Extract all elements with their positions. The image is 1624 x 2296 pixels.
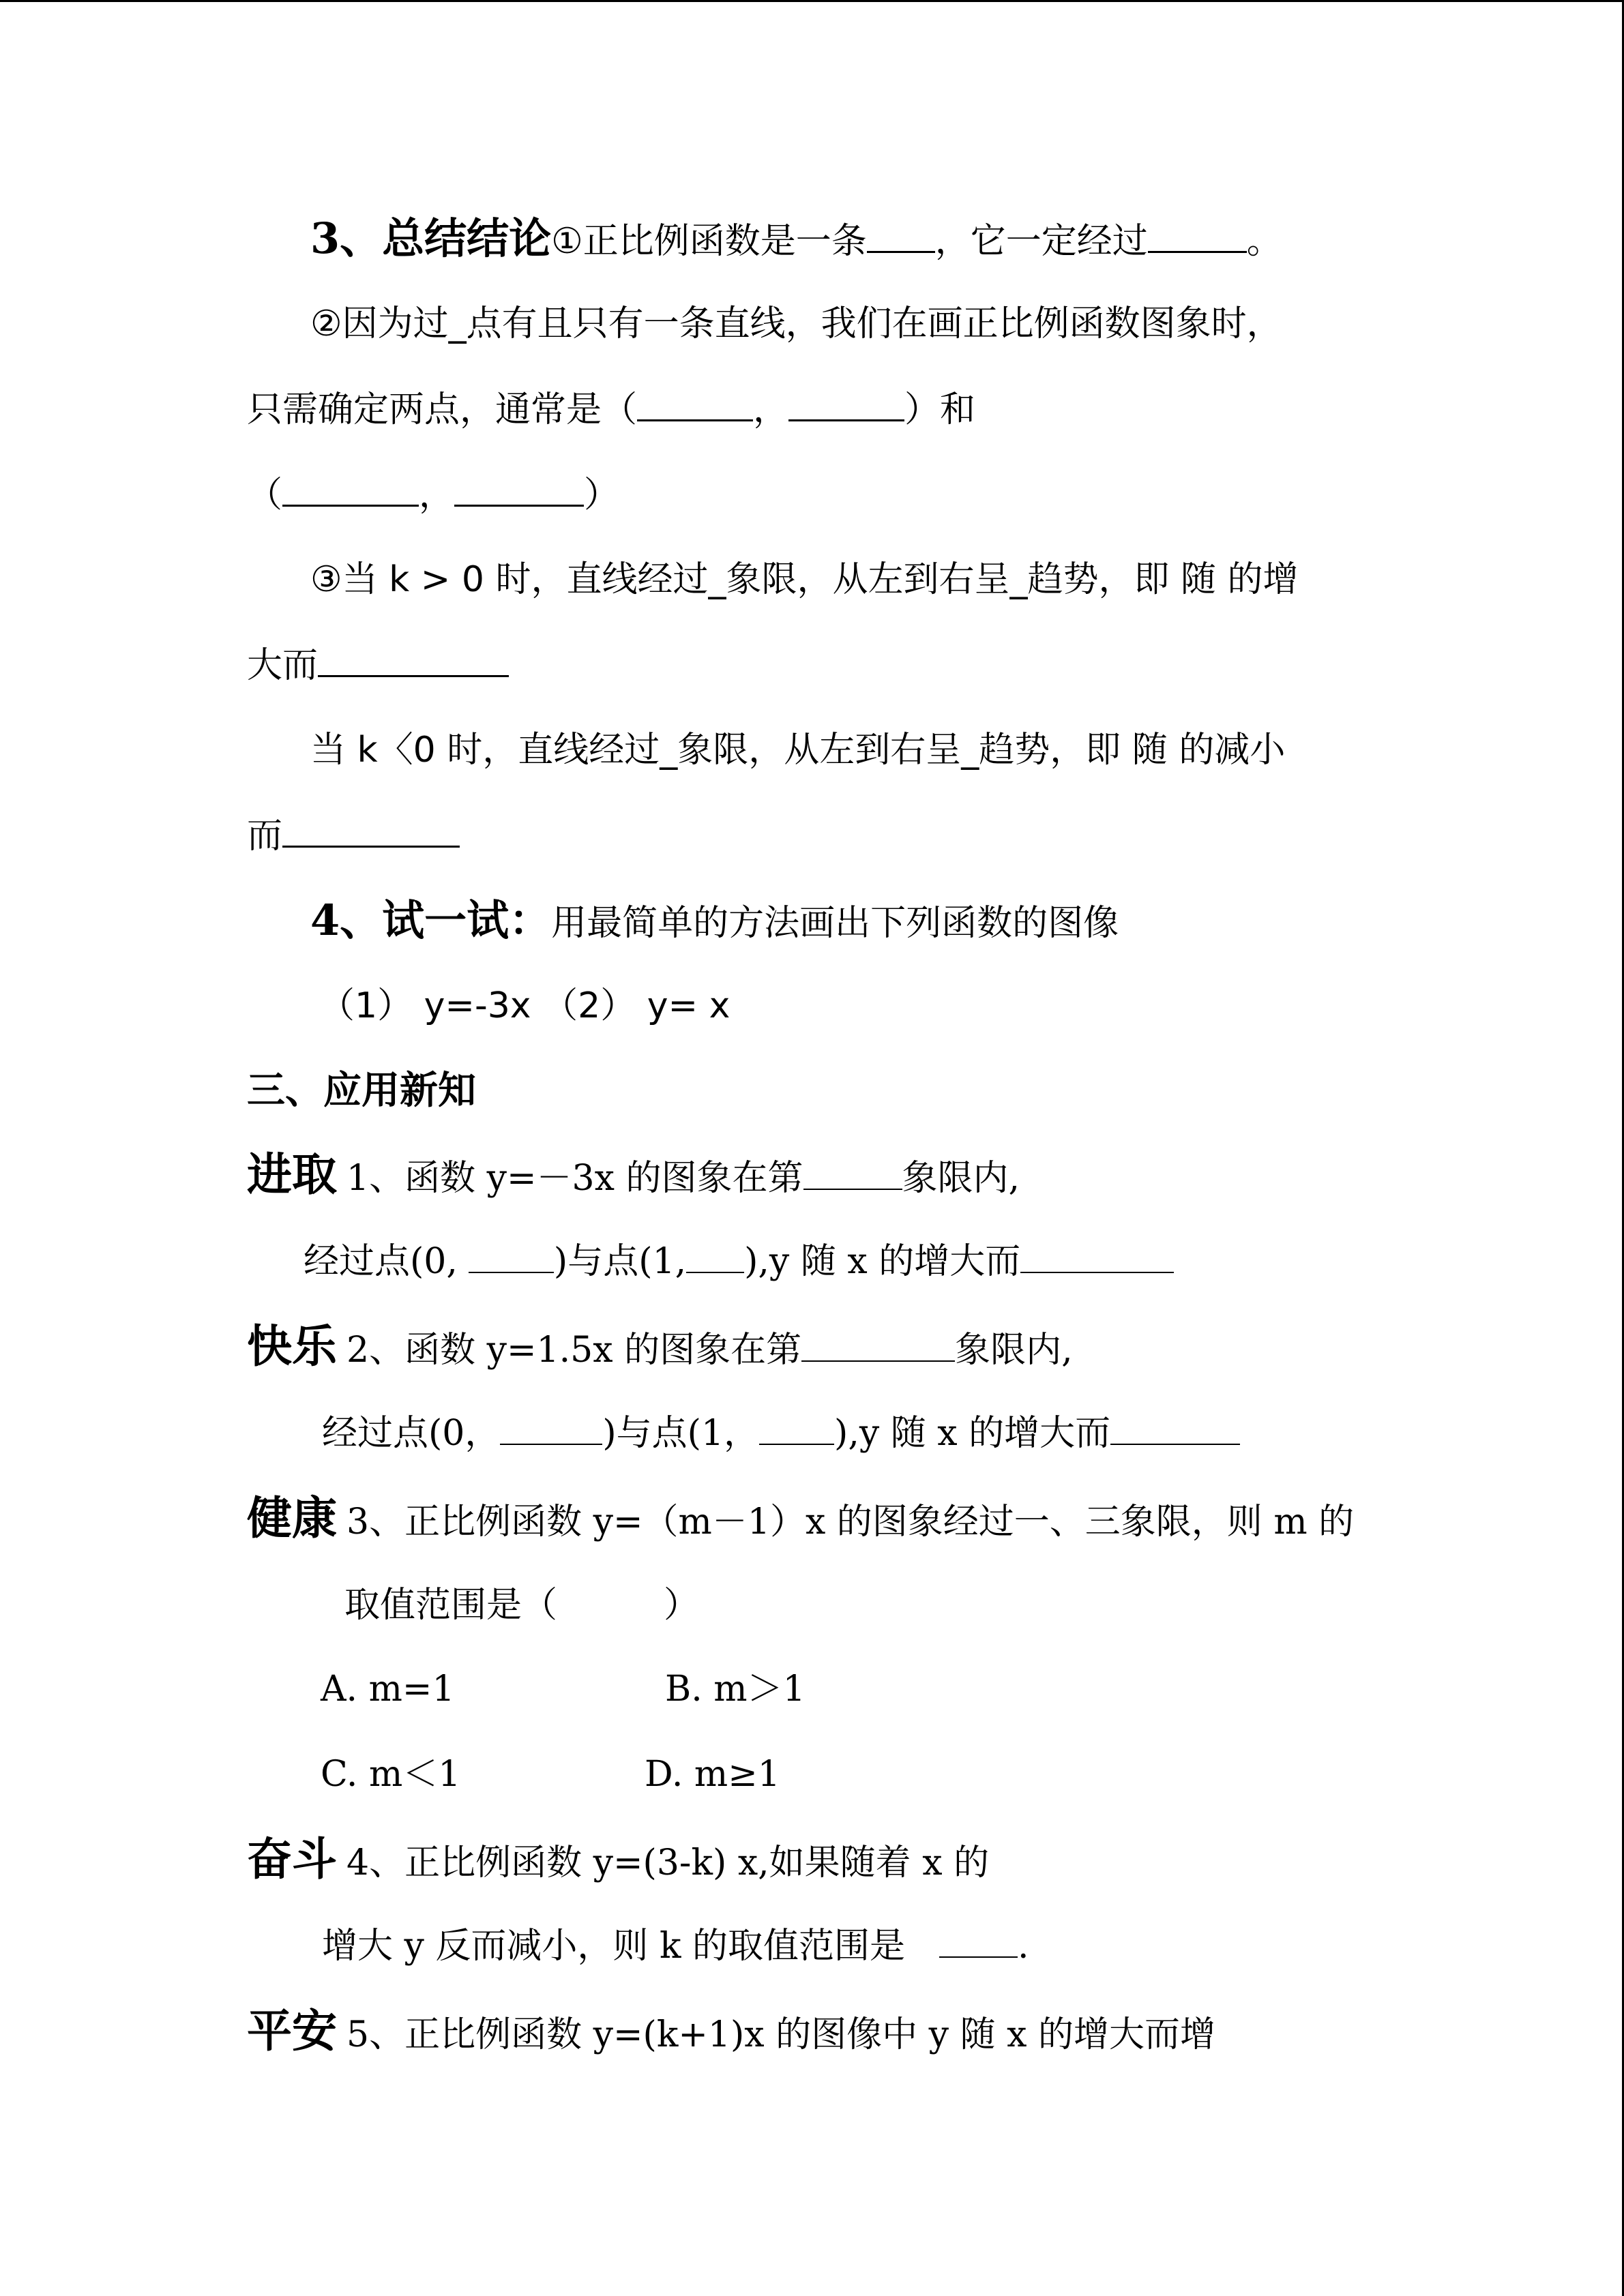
q3-option-b: B. m＞1: [665, 1669, 806, 1710]
q5-line1: 平安 5、正比例函数 y=(k+1)x 的图像中 y 随 x 的增大而增: [247, 2004, 1215, 2057]
section3-line4: （ ， ）: [247, 473, 619, 517]
blank: [1110, 1412, 1240, 1445]
blank: [469, 1240, 554, 1273]
section-apply-heading: 三、应用新知: [247, 1069, 476, 1113]
q3-tag: 健康: [247, 1491, 337, 1545]
q1-line2: 经过点(0, )与点(1, ),y 随 x 的增大而: [304, 1240, 1174, 1283]
section3-line7: 当 k〈0 时，直线经过_象限，从左到右呈_趋势，即 随 的减小: [310, 730, 1286, 771]
q3-line2: 取值范围是（ ）: [344, 1585, 700, 1626]
section3-line8: 而: [247, 814, 460, 858]
q4-line2: 增大 y 反而减小，则 k 的取值范围是 .: [322, 1926, 1029, 1967]
q3-option-c: C. m＜1: [321, 1754, 461, 1795]
blank: [318, 643, 509, 677]
q2-tag: 快乐: [247, 1320, 337, 1373]
blank: [637, 387, 753, 421]
q5-tag: 平安: [247, 2004, 337, 2057]
blank: [686, 1240, 744, 1273]
q3-line1: 健康 3、正比例函数 y=（m－1）x 的图象经过一、三象限，则 m 的: [247, 1491, 1355, 1545]
q1-line1: 进取 1、函数 y=－3x 的图象在第 象限内,: [247, 1148, 1020, 1201]
blank: [500, 1412, 602, 1445]
blank: [1148, 219, 1247, 253]
page-border-top: [0, 0, 1624, 2]
q2-line2: 经过点(0， )与点(1， ),y 随 x 的增大而: [322, 1412, 1240, 1455]
section3-line5: ③当 k > 0 时，直线经过_象限，从左到右呈_趋势，即 随 的增: [310, 559, 1299, 600]
blank: [1020, 1240, 1174, 1273]
blank: [788, 387, 904, 421]
section3-line2: ②因为过_点有且只有一条直线，我们在画正比例函数图象时，: [310, 303, 1282, 344]
section3-line6: 大而: [247, 643, 509, 687]
q3-option-d: D. m≥1: [645, 1754, 780, 1795]
section3-heading: 3、总结结论: [310, 213, 552, 263]
q3-option-a: A. m=1: [321, 1669, 455, 1710]
blank: [759, 1412, 834, 1445]
blank: [454, 473, 584, 507]
section4-line1: 4、试一试：用最简单的方法画出下列函数的图像: [310, 895, 1119, 945]
q1-tag: 进取: [247, 1148, 337, 1201]
q2-line1: 快乐 2、函数 y=1.5x 的图象在第 象限内,: [247, 1320, 1073, 1373]
blank: [282, 473, 419, 507]
section3-line1: 3、总结结论①正比例函数是一条 ，它一定经过 。: [310, 213, 1282, 263]
section3-line3: 只需确定两点，通常是（ ， ）和: [247, 387, 975, 432]
blank: [282, 814, 460, 848]
blank: [939, 1924, 1018, 1958]
section4-items: （1） y=-3x （2） y= x: [319, 985, 730, 1026]
section4-heading: 4、试一试：: [310, 895, 552, 945]
blank: [867, 219, 935, 253]
q4-tag: 奋斗: [247, 1832, 337, 1885]
q4-line1: 奋斗 4、正比例函数 y=(3-k) x,如果随着 x 的: [247, 1832, 990, 1885]
blank: [801, 1328, 955, 1362]
blank: [803, 1157, 902, 1190]
